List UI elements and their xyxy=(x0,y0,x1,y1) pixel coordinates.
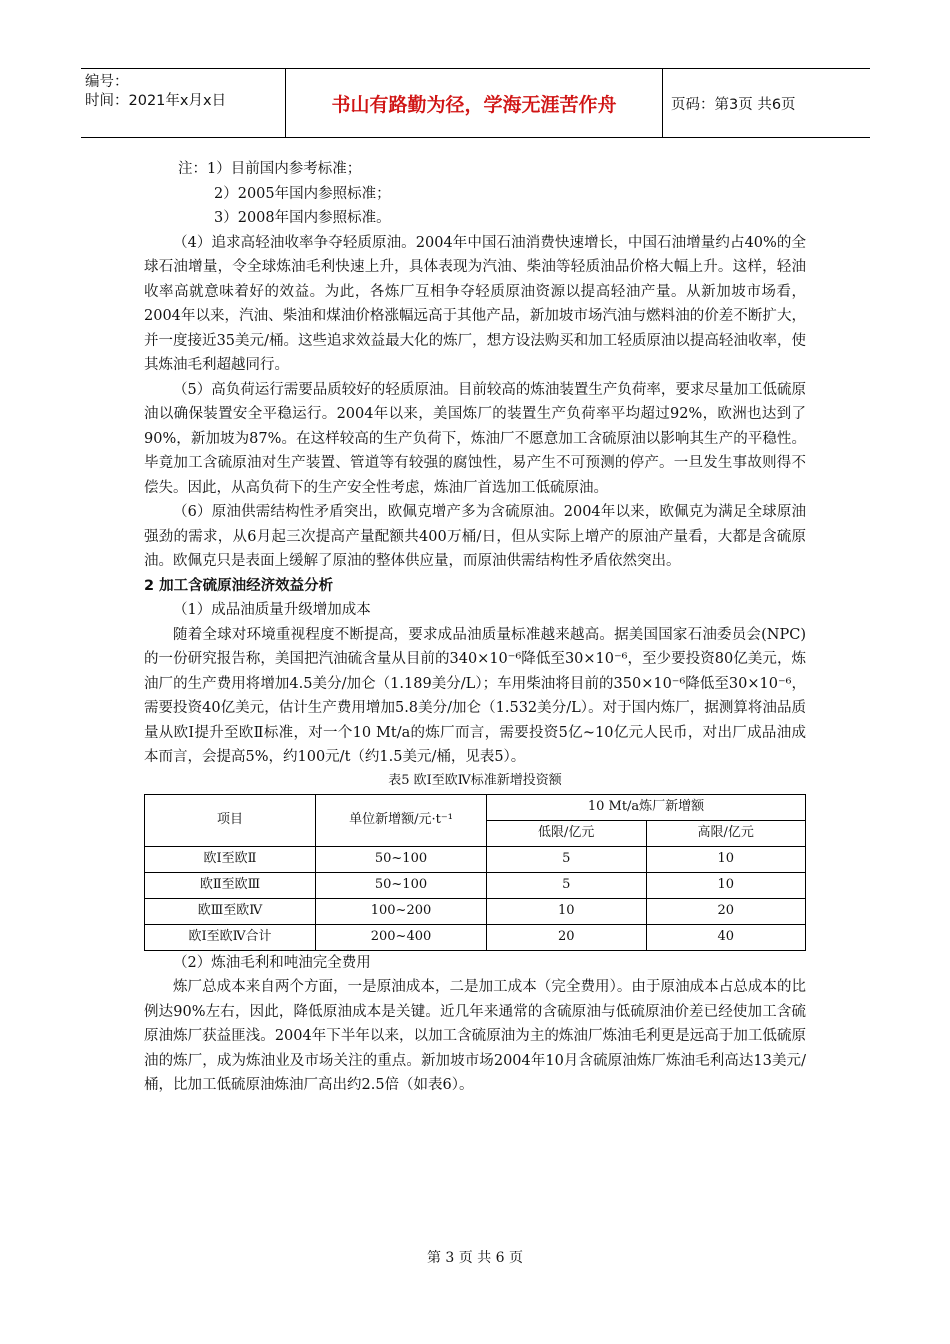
cell-low: 5 xyxy=(487,846,647,872)
table-caption: 表5 欧Ⅰ至欧Ⅳ标准新增投资额 xyxy=(388,772,562,788)
document-body xyxy=(144,157,806,1098)
cell-item: 欧Ⅰ至欧Ⅱ xyxy=(145,846,316,872)
document-date: 时间：2021年x月x日 xyxy=(85,93,227,109)
column-header-unit: 单位新增额/元·t⁻¹ xyxy=(316,794,487,846)
investment-table xyxy=(144,794,806,951)
cell-unit: 100~200 xyxy=(316,898,487,924)
cell-high: 10 xyxy=(646,872,806,898)
cell-item: 欧Ⅰ至欧Ⅳ合计 xyxy=(145,924,316,950)
paragraph: 随着全球对环境重视程度不断提高，要求成品油质量标准越来越高。据美国国家石油委员会(NPC)的一份研究报告称，美国把汽油硫含量从目前的340×10⁻⁶降低至30×10⁻⁶，至少要投资80亿美元，炼油厂的生产费用将增加4.5美分/加仑（1.189美分/L）；车用柴油将目前的350×10⁻⁶降低至30×10⁻⁶，需要投资40亿美元，估计生产费用增加5.8美分/加仑（1.532美分/L）。对于国内炼厂，据测算将油品质量从欧Ⅰ提升至欧Ⅱ标准，对一个10 Mt/a的炼厂而言，需要投资5亿~10亿元人民币，对出厂成品油成本而言，会提高5%，约100元/t（约1.5美元/桶，见表5）。 xyxy=(144,626,806,765)
document-number-label: 编号： xyxy=(85,74,129,90)
column-header-high: 高限/亿元 xyxy=(646,820,806,846)
cell-unit: 200~400 xyxy=(316,924,487,950)
table-row xyxy=(145,846,806,872)
paragraph: 炼厂总成本来自两个方面，一是原油成本，二是加工成本（完全费用）。由于原油成本占总成本的比例达90%左右，因此，降低原油成本是关键。近几年来通常的含硫原油与低硫原油价差已经使加工含硫原油炼厂获益匪浅。2004年下半年以来，以加工含硫原油为主的炼油厂炼油毛利更是远高于加工低硫原油的炼厂，成为炼油业及市场关注的重点。新加坡市场2004年10月含硫原油炼厂炼油毛利高达13美元/桶，比加工低硫原油炼油厂高出约2.5倍（如表6）。 xyxy=(144,979,806,1093)
table-row xyxy=(145,924,806,950)
cell-low: 10 xyxy=(487,898,647,924)
page-footer: 第 3 页 共 6 页 xyxy=(426,1250,524,1266)
header-meta xyxy=(81,69,286,137)
cell-high: 10 xyxy=(646,846,806,872)
header-motto: 书山有路勤为径，学海无涯苦作舟 xyxy=(286,69,663,137)
cell-high: 20 xyxy=(646,898,806,924)
cell-item: 欧Ⅱ至欧Ⅲ xyxy=(145,872,316,898)
page-header xyxy=(81,68,870,138)
paragraph: （4）追求高轻油收率争夺轻质原油。2004年中国石油消费快速增长，中国石油增量约占40%的全球石油增量，令全球炼油毛利快速上升，具体表现为汽油、柴油等轻质油品价格大幅上升。这样，轻油收率高就意味着好的效益。为此，各炼厂互相争夺轻质原油资源以提高轻油产量。从新加坡市场看，2004年以来，汽油、柴油和煤油价格涨幅远高于其他产品，新加坡市场汽油与燃料油的价差不断扩大，并一度接近35美元/桶。这些追求效益最大化的炼厂，想方设法购买和加工轻质原油以提高轻油收率，使其炼油毛利超越同行。 xyxy=(144,234,806,373)
column-header-low: 低限/亿元 xyxy=(487,820,647,846)
cell-low: 20 xyxy=(487,924,647,950)
paragraph: （5）高负荷运行需要品质较好的轻质原油。目前较高的炼油装置生产负荷率，要求尽量加工低硫原油以确保装置安全平稳运行。2004年以来，美国炼厂的装置生产负荷率平均超过92%，欧洲也达到了90%，新加坡为87%。在这样较高的生产负荷下，炼油厂不愿意加工含硫原油以影响其生产的平稳性。毕竟加工含硫原油对生产装置、管道等有较强的腐蚀性，易产生不可预测的停产。一旦发生事故则得不偿失。因此，从高负荷下的生产安全性考虑，炼油厂首选加工低硫原油。 xyxy=(144,381,806,496)
cell-unit: 50~100 xyxy=(316,846,487,872)
table-row xyxy=(145,898,806,924)
subsection-heading: （1）成品油质量升级增加成本 xyxy=(173,602,371,618)
note-line: 注：1）目前国内参考标准； xyxy=(178,161,362,177)
column-header-group: 10 Mt/a炼厂新增额 xyxy=(487,794,806,820)
column-header-item: 项目 xyxy=(145,794,316,846)
header-page-number: 页码：第3页 共6页 xyxy=(671,96,796,113)
table-row xyxy=(145,872,806,898)
cell-low: 5 xyxy=(487,872,647,898)
subsection-heading: （2）炼油毛利和吨油完全费用 xyxy=(173,954,371,971)
paragraph: （6）原油供需结构性矛盾突出，欧佩克增产多为含硫原油。2004年以来，欧佩克为满足全球原油强劲的需求，从6月起三次提高产量配额共400万桶/日，但从实际上增产的原油产量看，大都是含硫原油。欧佩克只是表面上缓解了原油的整体供应量，而原油供需结构性矛盾依然突出。 xyxy=(144,504,806,569)
note-line: 3）2008年国内参照标准。 xyxy=(214,210,391,226)
cell-high: 40 xyxy=(646,924,806,950)
section-heading: 2 加工含硫原油经济效益分析 xyxy=(144,577,334,594)
note-line: 2）2005年国内参照标准； xyxy=(214,185,391,202)
cell-item: 欧Ⅲ至欧Ⅳ xyxy=(145,898,316,924)
cell-unit: 50~100 xyxy=(316,872,487,898)
